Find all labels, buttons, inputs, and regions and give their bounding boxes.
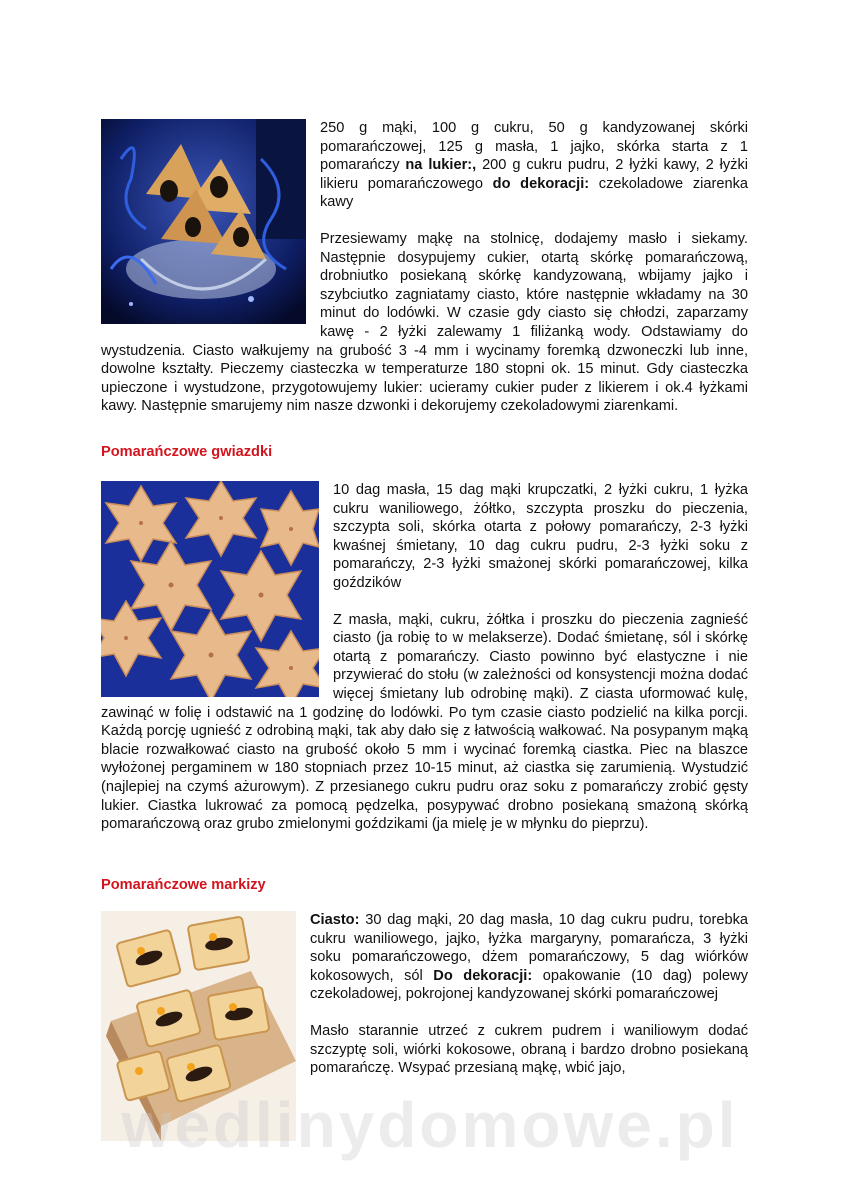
recipe-3 <box>101 911 748 1145</box>
icing-label: na lukier:, <box>405 157 477 174</box>
orange-stars-photo <box>101 481 319 697</box>
decoration-label: Do dekoracji: <box>433 967 533 984</box>
ingredients-text: opakowanie (10 dag) polewy czekoladowej, pokrojonej kandyzowanej skórki pomarańczowej <box>310 967 748 1003</box>
decoration-label: do dekoracji: <box>492 175 590 192</box>
ingredients-text: czekoladowe ziarenka kawy <box>320 175 749 211</box>
site-watermark: wedlinydomowe.pl <box>121 1089 739 1161</box>
recipe-1 <box>101 119 748 416</box>
recipe-2-title: Pomarańczowe gwiazdki <box>101 444 273 460</box>
recipe-2 <box>101 481 748 834</box>
recipe-1-method: Przesiewamy mąkę na stolnicę, dodajemy masło i siekamy. Następnie dosypujemy cukier, otartą skórkę pomarańczową, drobniutko posiekaną skórkę kandyzowaną, wbijamy jajko i szybciutko zagniatamy ciasto, które następnie wkładamy na 30 minut do lodówki. W czasie gdy ciasto się chłodzi, zaparzamy kawę - 2 łyżki zalewamy 1 filiżanką wody. Odstawiamy do wystudzenia. Ciasto wałkujemy na grubość 3 -4 mm i wycinamy foremką dzwoneczki lub inne, dowolne kształty. Pieczemy ciasteczka w temperaturze 180 stopni ok. 15 minut. Gdy ciasteczka upieczone i wystudzone, przygotowujemy lukier: ucieramy cukier puder z likierem i ok.4 łyżkami kawy. Następnie smarujemy nim nasze dzwonki i dekorujemy czekoladowymi ziarenkami. <box>101 230 748 415</box>
ingredients-text: 200 g cukru pudru, 2 łyżki kawy, 2 łyżki likieru pomarańczowego <box>320 157 748 192</box>
recipe-2-ingredients: 10 dag masła, 15 dag mąki krupczatki, 2 łyżki cukru, 1 łyżka cukru waniliowego, żółtko, szczypta proszku do pieczenia, szczypta soli, skórka otarta z połowy pomarańczy, 2-3 łyżki kwaśnej śmietany, 10 dag cukru pudru, 2-3 łyżki soku z pomarańczy, 2-3 łyżki smażonej skórki pomarańczowej, kilka goździków <box>333 482 748 591</box>
recipe-3-method: Masło starannie utrzeć z cukrem pudrem i waniliowym dodać szczyptę soli, wiórki kokosowe, obraną i bardzo drobno posiekaną pomarańczę. Wsypać przesianą mąkę, wbić jajo, <box>310 1022 748 1077</box>
orange-bells-photo <box>101 119 306 324</box>
dough-label: Ciasto: <box>310 912 360 928</box>
ingredients-text: 30 dag mąki, 20 dag masła, 10 dag cukru pudru, torebka cukru waniliowego, jajko, łyżka margaryny, pomarańcza, 3 łyżki soku pomarańczowego, dżem pomarańczowy, 5 dag wiórków kokosowych, sól <box>310 912 748 984</box>
orange-markizy-photo <box>101 911 296 1141</box>
recipe-3-title: Pomarańczowe markizy <box>101 877 266 893</box>
ingredients-text: 250 g mąki, 100 g cukru, 50 g kandyzowanej skórki pomarańczowej, 125 g masła, 1 jajko, skórka starta z 1 pomarańczy <box>320 120 748 174</box>
recipe-2-method: Z masła, mąki, cukru, żółtka i proszku do pieczenia zagnieść ciasto (ja robię to w melakserze). Dodać śmietanę, sól i skórkę otartą z pomarańczy. Ciasto powinno być elastyczne i nie przywierać do stołu (w zależności od konsystencji można dodać więcej śmietany lub odrobinę mąki). Z ciasta uformować kulę, zawinąć w folię i odstawić na 1 godzinę do lodówki. Po tym czasie ciasto podzielić na kilka porcji. Każdą porcję ugnieść z odrobiną mąki, tak aby dało się z łatwością wałkować. Na posypanym mąką blacie rozwałkować ciasto na grubość około 5 mm i wycinać foremką ciastka. Piec na blaszce wyłożonej pergaminem w 180 stopniach przez 10-15 minut, aż ciastka się zarumienią. Wystudzić (najlepiej na czymś ażurowym). Z przesianego cukru pudru oraz soku z pomarańczy zrobić gęsty lukier. Ciastka lukrować za pomocą pędzelka, posypywać drobno posiekaną smażoną skórką pomarańczową oraz grubo zmielonymi goździkami (ja mielę je w młynku do pieprzu). <box>101 611 748 833</box>
